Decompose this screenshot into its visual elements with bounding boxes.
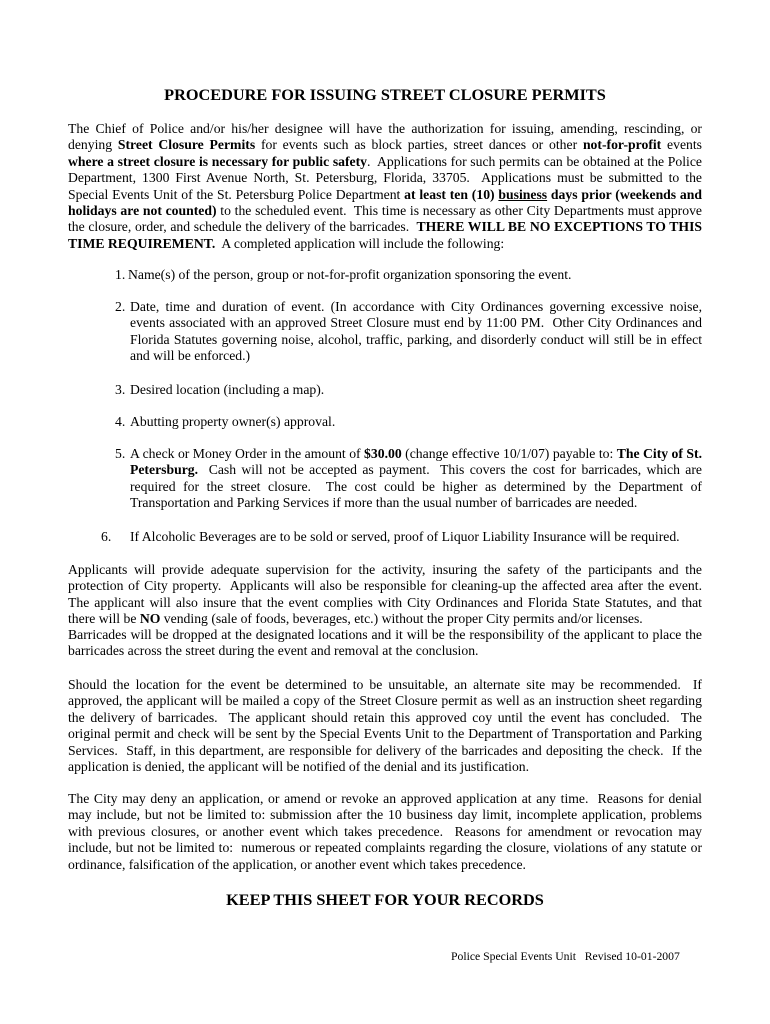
requirement-item bbox=[0, 382, 770, 399]
bold-text-run: NO bbox=[139, 611, 161, 627]
page-footer: Police Special Events Unit Revised 10-01-2007 bbox=[451, 950, 680, 963]
bold-text-run: where a street closure is necessary for public safety bbox=[68, 153, 368, 169]
supervision-paragraph bbox=[68, 562, 709, 628]
item-text: If Alcoholic Beverages are to be sold or served, proof of Liquor Liability Insurance will be required. bbox=[130, 529, 680, 544]
text-run: Cash will not be accepted as payment. This covers the cost for barricades, which are required for the street closure. The cost could be higher as determined by the Department of Transportation and Parking Services if more than the usual number of barricades are needed. bbox=[130, 462, 706, 511]
denial-paragraph: The City may deny an application, or amend or revoke an approved application at any time. Reasons for denial may include, but not be limited to: submission after the 10 business day limit, incomplete application, problems with previous closures, or another event which takes precedence. Reasons for amendment or revocation may include, but not be limited to: numerous or repeated complaints regarding the closure, violations of any statute or ordinance, falsification of the application, or another event which takes precedence. bbox=[68, 791, 706, 872]
requirement-item bbox=[0, 529, 770, 546]
alternate-location-paragraph: Should the location for the event be determined to be unsuitable, an alternate site may be recommended. If approved, the applicant will be mailed a copy of the Street Closure permit as well as an instruction sheet regarding the delivery of barricades. The applicant should retain this approved coy until the event has concluded. The original permit and check will be sent by the Special Events Unit to the Department of Transportation and Parking Services. Staff, in this department, are responsible for delivery of the barricades and depositing the check. If the application is denied, the applicant will be notified of the denial and its justification. bbox=[68, 677, 706, 775]
page-title: PROCEDURE FOR ISSUING STREET CLOSURE PERMITS bbox=[164, 85, 606, 104]
bold-text-run: days prior (weekends and holidays are not counted) bbox=[68, 186, 706, 219]
text-run: to the scheduled event. This time is necessary as other City Departments must approve the closure, order, and schedule the delivery of the barricades. bbox=[68, 203, 706, 235]
item-number: 6. bbox=[101, 529, 112, 544]
text-run: A check or Money Order in the amount of bbox=[130, 446, 365, 461]
barricades-paragraph: Barricades will be dropped at the designated locations and it will be the responsibility of the applicant to place the barricades across the street during the event and removal at the conclusion. bbox=[68, 627, 706, 659]
text-run: A completed application will include the following: bbox=[215, 235, 505, 251]
requirement-item bbox=[0, 446, 770, 511]
item-number: 3. bbox=[115, 382, 126, 397]
text-run: Applicants will provide adequate supervision for the activity, insuring the safety of the participants and the protection of City property. Applicants will also be responsible for cleaning-up the affected area after the event. The applicant will also insure that the event complies with City Ordinances and Florida State Statutes, and that there will be bbox=[68, 562, 709, 627]
item-number: 2. bbox=[115, 299, 126, 314]
item-text: Desired location (including a map). bbox=[130, 382, 325, 397]
item-number: 1. bbox=[115, 267, 126, 282]
bold-text-run: THERE WILL BE NO EXCEPTIONS TO THIS TIME REQUIREMENT. bbox=[68, 219, 706, 251]
text-run: vending (sale of foods, beverages, etc.) without the proper City permits and/or licenses. bbox=[160, 611, 643, 627]
bold-text-run: The City of St. Petersburg. bbox=[130, 446, 706, 478]
item-text: Date, time and duration of event. (In accordance with City Ordinances governing excessive noise, events associated with an approved Street Closure must end by 11:00 PM. Other City Ordinances and Florida Statutes governing noise, alcohol, traffic, parking, and disorderly conduct will still be in effect and will be enforced.) bbox=[130, 299, 706, 364]
bold-text-run: Street Closure Permits bbox=[117, 137, 256, 153]
intro-paragraph bbox=[68, 121, 706, 252]
item-text bbox=[130, 446, 706, 512]
text-run: . Applications for such permits can be obtained at the Police Department, 1300 First Avenue North, St. Petersburg, Florida, 33705. Applications must be submitted to the Special Events Unit of the St. Petersburg Police Department bbox=[68, 153, 706, 202]
item-text: Name(s) of the person, group or not-for-profit organization sponsoring the event. bbox=[128, 267, 572, 282]
item-text: Abutting property owner(s) approval. bbox=[130, 414, 336, 429]
bold-text-run: $30.00 bbox=[364, 446, 402, 461]
bold-text-run: not-for-profit bbox=[582, 137, 662, 153]
requirement-item bbox=[0, 299, 770, 364]
text-run: (change effective 10/1/07) payable to: bbox=[401, 446, 617, 461]
bold-text-run: at least ten (10) bbox=[404, 186, 499, 202]
text-run: events bbox=[661, 137, 706, 153]
text-run: The Chief of Police and/or his/her designee will have the authorization for issuing, amending, rescinding, or denying bbox=[68, 121, 706, 153]
keep-records-notice: KEEP THIS SHEET FOR YOUR RECORDS bbox=[226, 890, 544, 909]
item-number: 4. bbox=[115, 414, 126, 429]
item-number: 5. bbox=[115, 446, 126, 461]
underlined-bold-text-run: business bbox=[498, 186, 548, 202]
requirement-item bbox=[0, 414, 770, 431]
text-run: for events such as block parties, street dances or other bbox=[255, 137, 583, 153]
requirement-item bbox=[0, 267, 770, 284]
